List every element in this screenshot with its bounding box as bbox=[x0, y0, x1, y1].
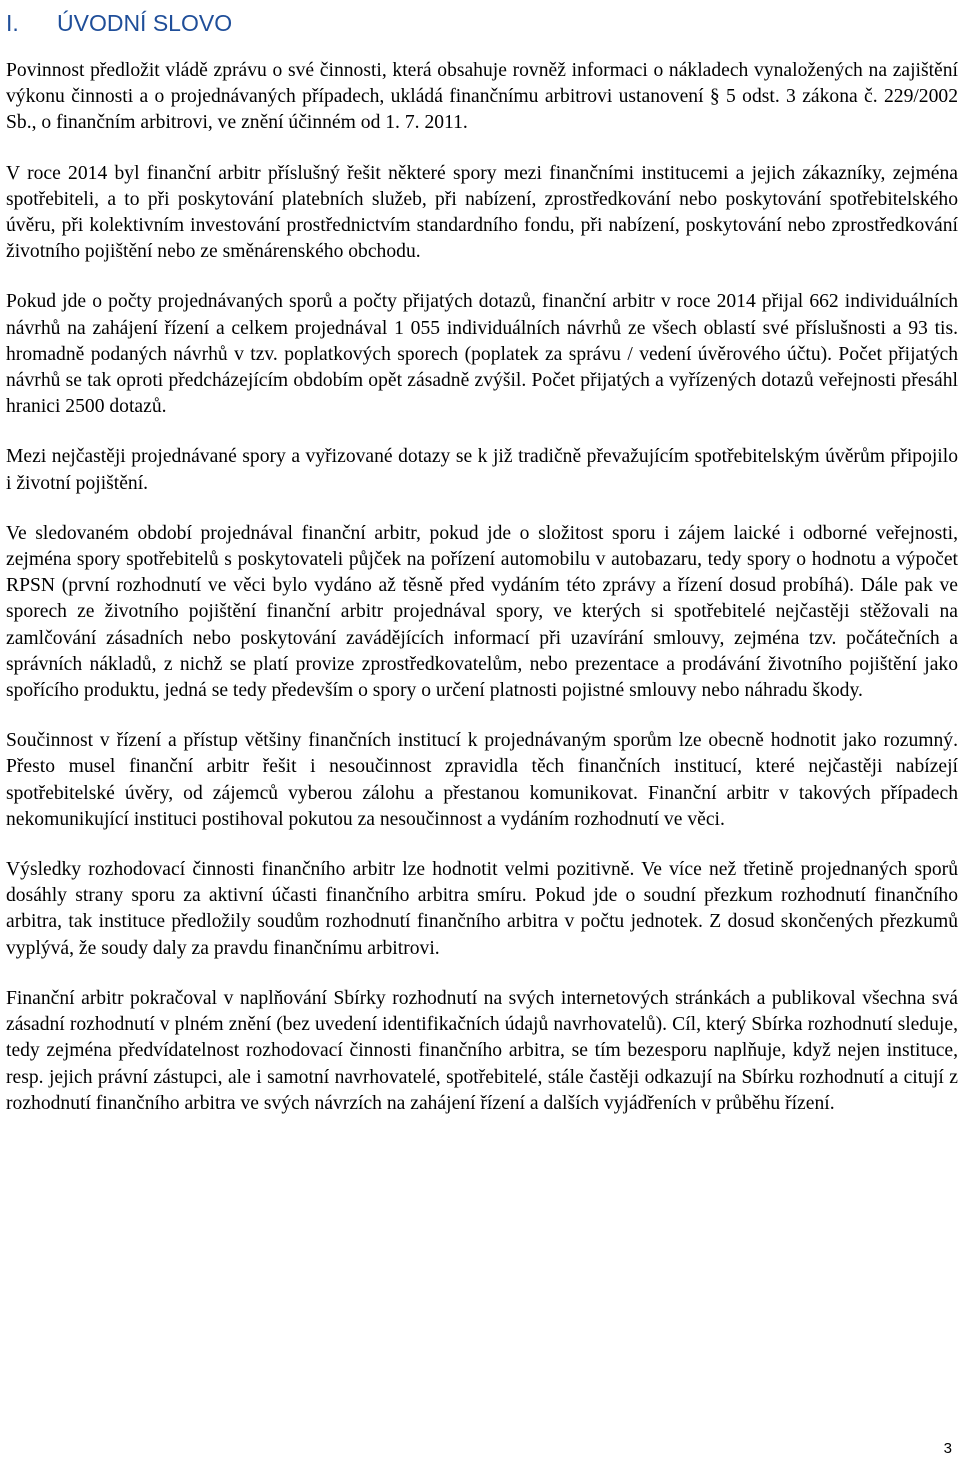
paragraph-decisions-collection: Finanční arbitr pokračoval v naplňování Sbírky rozhodnutí na svých internetových stránkách a publikoval všechna svá zásadní rozhodnutí v plném znění (bez uvedení identifikačních údajů navrhovatelů). Cíl, který Sbírka rozhodnutí sleduje, tedy zejména předvídatelnost rozhodovací činnosti finančního arbitra, se tím bezesporu naplňuje, když nejen instituce, resp. jejich právní zástupci, ale i samotní navrhovatelé, spotřebitelé, stále častěji odkazují na Sbírku rozhodnutí a citují z rozhodnutí finančního arbitra ve svých návrzích na zahájení řízení a dalších vyjádřeních v průběhu řízení. bbox=[6, 987, 958, 1114]
document-page bbox=[6, 0, 958, 1117]
page-number: 3 bbox=[943, 1440, 952, 1457]
paragraph-statistics: Pokud jde o počty projednávaných sporů a počty přijatých dotazů, finanční arbitr v roce 2014 přijal 662 individuálních návrhů na zahájení řízení a celkem projednával 1 055 individuálních návrhů ze všech oblastí své příslušnosti a 93 tis. hromadně podaných návrhů v tzv. poplatkových sporech (poplatek za správu / vedení úvěrového účtu). Počet přijatých návrhů se tak oproti předcházejícím obdobím opět zásadně zvýšil. Počet přijatých a vyřízených dotazů veřejnosti přesáhl hranici 2500 dotazů. bbox=[6, 291, 958, 418]
paragraph-results: Výsledky rozhodovací činnosti finančního arbitr lze hodnotit velmi pozitivně. Ve více než třetině projednaných sporů dosáhly strany sporu za aktivní účasti finančního arbitra smíru. Pokud jde o soudní přezkum rozhodnutí finančního arbitra, tak instituce předložily soudům rozhodnutí finančního arbitra v počtu jednotek. Z dosud skončených přezkumů vyplývá, že soudy daly za pravdu finančnímu arbitrovi. bbox=[6, 859, 958, 959]
section-heading bbox=[6, 6, 958, 40]
paragraph-cooperation: Součinnost v řízení a přístup většiny finančních institucí k projednávaným sporům lze obecně hodnotit jako rozumný. Přesto musel finanční arbitr řešit i nesoučinnost zpravidla těch finančních institucí, které nejčastěji nabízejí spotřebitelské úvěry, od zájemců vyberou zálohu a přestanou komunikovat. Finanční arbitr v takových případech nekomunikující instituci postihoval pokutou za nesoučinnost a vydáním rozhodnutí ve věci. bbox=[6, 730, 958, 830]
paragraph-monitored-period: Ve sledovaném období projednával finanční arbitr, pokud jde o složitost sporu i zájem laické i odborné veřejnosti, zejména spory spotřebitelů s poskytovateli půjček na pořízení automobilu v autobazaru, tedy spory o hodnotu a výpočet RPSN (první rozhodnutí ve věci bylo vydáno až těsně před vydáním této zprávy a řízení dosud probíhá). Dále pak ve sporech ze životního pojištění finanční arbitr projednával spory, ve kterých si spotřebitelé nejčastěji stěžovali na zamlčování zásadních nebo poskytování zavádějících informací při uzavírání smlouvy, zejména tzv. počátečních a správních nákladů, z nichž se platí provize zprostředkovatelům, nebo prezentace a prodávání životního pojištění jako spořícího produktu, jedná se tedy především o spory o určení platnosti pojistné smlouvy nebo náhradu škody. bbox=[6, 522, 958, 702]
section-title: ÚVODNÍ SLOVO bbox=[57, 9, 233, 36]
paragraph-legal-basis: Povinnost předložit vládě zprávu o své činnosti, která obsahuje rovněž informaci o nákladech vynaložených na zajištění výkonu činnosti a o projednávaných případech, ukládá finančnímu arbitrovi ustanovení § 5 odst. 3 zákona č. 229/2002 Sb., o finančním arbitrovi, ve znění účinném od 1. 7. 2011. bbox=[6, 60, 958, 134]
paragraph-competence: V roce 2014 byl finanční arbitr příslušný řešit některé spory mezi finančními institucemi a jejich zákazníky, zejména spotřebiteli, a to při poskytování platebních služeb, při nabízení, zprostředkování nebo poskytování spotřebitelského úvěru, při kolektivním investování prostřednictvím standardního fondu, při nabízení, poskytování nebo zprostředkování životního pojištění nebo ze směnárenského obchodu. bbox=[6, 162, 958, 263]
section-number: I. bbox=[6, 9, 19, 36]
paragraph-frequent-disputes: Mezi nejčastěji projednávané spory a vyřizované dotazy se k již tradičně převažujícím spotřebitelským úvěrům připojilo i životní pojištění. bbox=[6, 446, 958, 494]
